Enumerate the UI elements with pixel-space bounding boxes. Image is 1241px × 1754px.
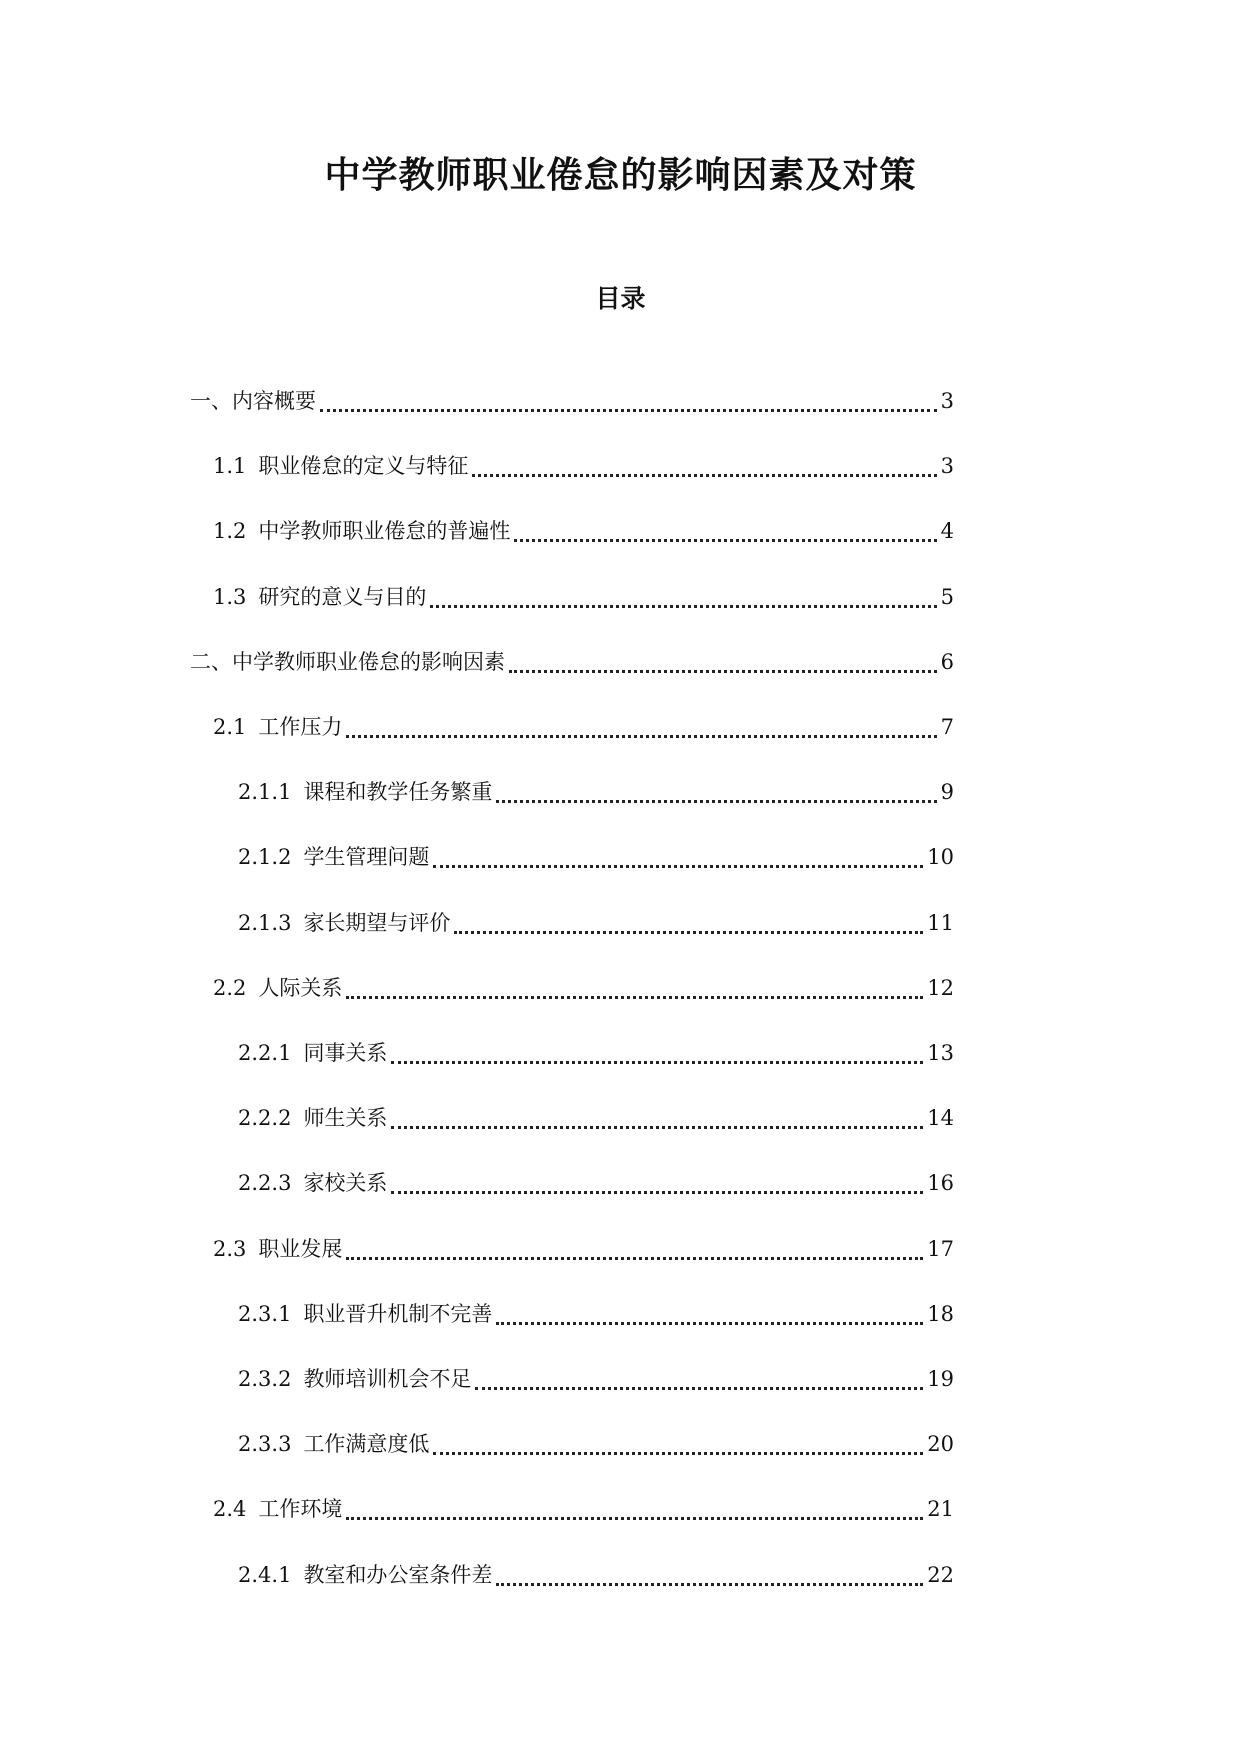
toc-dot-leader	[514, 529, 936, 542]
toc-dot-leader	[496, 790, 936, 803]
toc-entry-page-number: 21	[927, 1497, 954, 1521]
toc-entry-number: 2.1.1	[238, 780, 292, 804]
toc-entry-title: 师生关系	[303, 1106, 388, 1130]
toc-entry-title: 家校关系	[303, 1171, 388, 1195]
toc-dot-leader	[346, 1247, 923, 1260]
toc-entry-title: 二、中学教师职业倦怠的影响因素	[190, 650, 505, 674]
toc-entry[interactable]	[238, 1297, 954, 1331]
toc-entry[interactable]	[213, 710, 954, 744]
toc-dot-leader	[454, 921, 923, 934]
toc-entry-number: 2.2.1	[238, 1041, 292, 1065]
toc-entry-number: 2.2	[213, 976, 247, 1000]
toc-entry[interactable]	[213, 580, 954, 614]
toc-entry-number: 2.2.2	[238, 1106, 292, 1130]
toc-entry-number: 1.3	[213, 585, 247, 609]
toc-entry-title: 课程和教学任务繁重	[303, 780, 493, 804]
toc-entry[interactable]	[213, 971, 954, 1005]
toc-entry[interactable]	[238, 775, 954, 809]
toc-entry-number: 2.1.3	[238, 911, 292, 935]
toc-entry-title: 工作环境	[258, 1497, 343, 1521]
toc-entry[interactable]	[238, 906, 954, 940]
toc-entry-title: 中学教师职业倦怠的普遍性	[258, 519, 511, 543]
toc-entry-page-number: 5	[940, 585, 954, 609]
toc-heading: 目录	[595, 284, 646, 313]
toc-entry-page-number: 11	[927, 911, 954, 935]
toc-dot-leader	[496, 1312, 923, 1325]
toc-entry-number: 2.3	[213, 1237, 247, 1261]
toc-dot-leader	[472, 464, 936, 477]
toc-entry-title: 工作压力	[258, 715, 343, 739]
toc-entry-page-number: 19	[927, 1367, 954, 1391]
document-title: 中学教师职业倦怠的影响因素及对策	[324, 154, 917, 196]
toc-dot-leader	[391, 1051, 923, 1064]
toc-entry[interactable]	[238, 1036, 954, 1070]
toc-entry[interactable]	[238, 1558, 954, 1592]
toc-entry-page-number: 4	[940, 519, 954, 543]
toc-entry-title: 家长期望与评价	[303, 911, 451, 935]
toc-entry[interactable]	[238, 1166, 954, 1200]
toc-entry-title: 同事关系	[303, 1041, 388, 1065]
toc-entry-number: 2.3.1	[238, 1302, 292, 1326]
toc-entry[interactable]	[213, 449, 954, 483]
toc-entry-page-number: 3	[940, 389, 954, 413]
toc-entry-title: 人际关系	[258, 976, 343, 1000]
toc-entry-title: 工作满意度低	[303, 1432, 430, 1456]
toc-entry[interactable]	[213, 1232, 954, 1266]
toc-entry[interactable]	[238, 840, 954, 874]
toc-dot-leader	[433, 855, 923, 868]
toc-entry-number: 2.4.1	[238, 1563, 292, 1587]
toc-entry-number: 2.2.3	[238, 1171, 292, 1195]
toc-entry-number: 1.1	[213, 454, 247, 478]
toc-entry-number: 2.3.2	[238, 1367, 292, 1391]
toc-entry-number: 1.2	[213, 519, 247, 543]
toc-entry[interactable]	[238, 1101, 954, 1135]
toc-entry-title: 研究的意义与目的	[258, 585, 427, 609]
toc-entry-page-number: 20	[927, 1432, 954, 1456]
toc-entry-page-number: 13	[927, 1041, 954, 1065]
toc-entry-number: 2.3.3	[238, 1432, 292, 1456]
toc-dot-leader	[346, 725, 936, 738]
toc-entry[interactable]	[238, 1362, 954, 1396]
toc-dot-leader	[475, 1377, 923, 1390]
toc-dot-leader	[391, 1181, 923, 1194]
toc-entry-title: 学生管理问题	[303, 845, 430, 869]
toc-entry-page-number: 6	[940, 650, 954, 674]
toc-entry-title: 一、内容概要	[190, 389, 316, 413]
toc-dot-leader	[496, 1573, 923, 1586]
toc-entry-page-number: 17	[927, 1237, 954, 1261]
toc-entry-number: 2.4	[213, 1497, 247, 1521]
toc-dot-leader	[346, 986, 923, 999]
toc-entry-title: 职业晋升机制不完善	[303, 1302, 493, 1326]
toc-entry-number: 2.1	[213, 715, 247, 739]
toc-entry-page-number: 12	[927, 976, 954, 1000]
toc-entry-page-number: 9	[940, 780, 954, 804]
toc-entry-page-number: 18	[927, 1302, 954, 1326]
toc-entry[interactable]	[238, 1427, 954, 1461]
toc-entry-page-number: 14	[927, 1106, 954, 1130]
toc-dot-leader	[391, 1116, 923, 1129]
toc-entry[interactable]	[213, 514, 954, 548]
toc-entry-title: 职业发展	[258, 1237, 343, 1261]
toc-entry-number: 2.1.2	[238, 845, 292, 869]
toc-dot-leader	[433, 1442, 923, 1455]
toc-entry-title: 职业倦怠的定义与特征	[258, 454, 469, 478]
toc-entry-page-number: 16	[927, 1171, 954, 1195]
toc-entry-title: 教室和办公室条件差	[303, 1563, 493, 1587]
toc-dot-leader	[346, 1507, 923, 1520]
toc-entry-page-number: 7	[940, 715, 954, 739]
toc-dot-leader	[430, 595, 936, 608]
toc-entry-page-number: 3	[940, 454, 954, 478]
toc-entry-title: 教师培训机会不足	[303, 1367, 472, 1391]
toc-dot-leader	[509, 660, 937, 673]
toc-entry-page-number: 22	[927, 1563, 954, 1587]
toc-entry-page-number: 10	[927, 845, 954, 869]
toc-entry[interactable]	[213, 1492, 954, 1526]
toc-entry[interactable]	[190, 384, 954, 418]
toc-entry[interactable]	[190, 645, 954, 679]
toc-dot-leader	[320, 399, 937, 412]
